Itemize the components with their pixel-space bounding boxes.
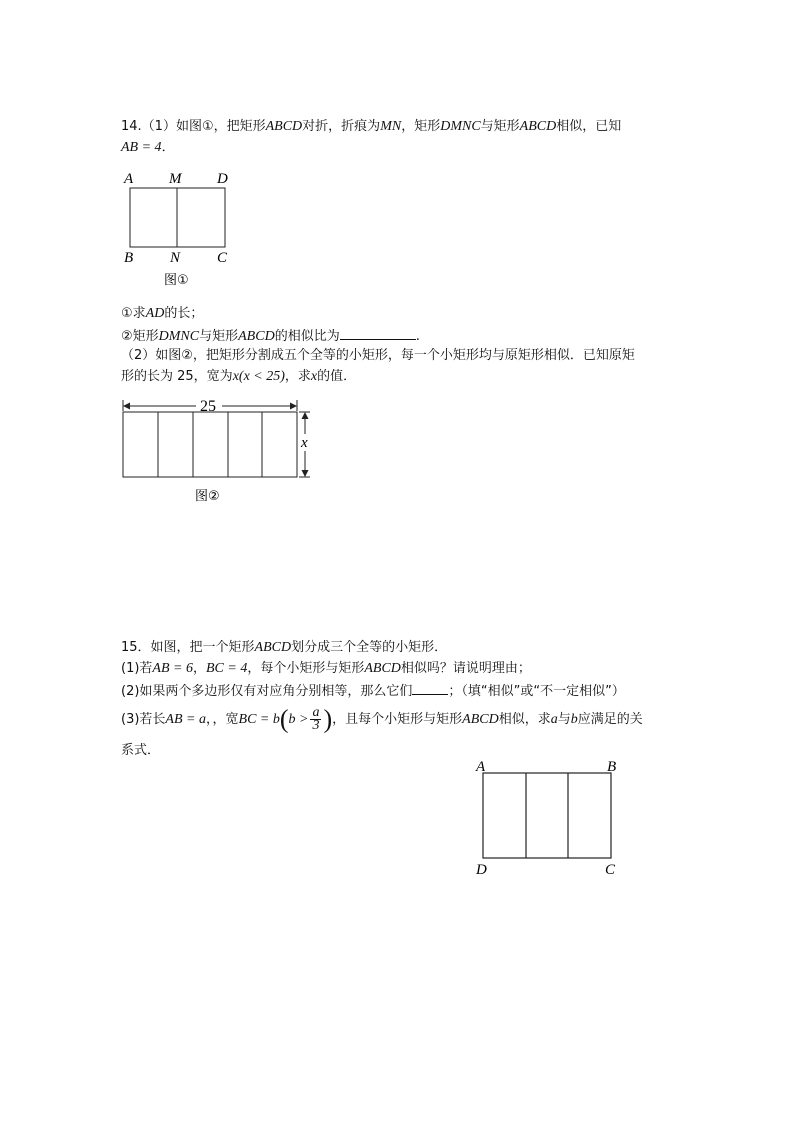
- label-b: B: [124, 250, 134, 266]
- q15-sub2: (2)如果两个多边形仅有对应角分别相等，那么它们 ；（填“相似”或“不一定相似”）: [121, 681, 625, 701]
- label-d: D: [217, 171, 228, 187]
- q14-part2-line1: （2）如图②，把矩形分割成五个全等的小矩形，每一个小矩形均与原矩形相似．已知原矩: [121, 348, 635, 363]
- label-m: M: [169, 171, 182, 187]
- figure-2: [116, 394, 326, 512]
- label-c: C: [605, 862, 616, 878]
- answer-blank-ratio[interactable]: [340, 326, 416, 340]
- figure-1: [118, 166, 248, 290]
- label-a: A: [476, 759, 486, 775]
- q15-sub1: (1)若AB = 6，BC = 4，每个小矩形与矩形ABCD相似吗？请说明理由；: [121, 661, 531, 676]
- width-label: x: [301, 435, 308, 451]
- label-n: N: [170, 250, 181, 266]
- rect-abcd-15: [483, 773, 611, 858]
- q14-line2: AB = 4．: [121, 140, 175, 155]
- fraction-a-over-3: $\frac{a}{3}$: [312, 705, 320, 733]
- label-c: C: [217, 250, 228, 266]
- label-a: A: [124, 171, 134, 187]
- q14-part2-line2: 形的长为 25，宽为x(x < 25)，求x的值．: [121, 369, 357, 384]
- figure-3: [470, 756, 630, 880]
- q15-sub3: (3)若长AB = a，，宽BC = b(b > $\frac{a}{3}$ )，且每个小矩形与矩形ABCD相似，求a与b应满足的关: [121, 704, 643, 734]
- big-rect: [123, 412, 297, 477]
- figure-2-caption: 图②: [195, 489, 220, 504]
- length-label: 25: [200, 398, 216, 415]
- q15-sub3-line2: 系式．: [121, 743, 161, 758]
- answer-blank-similar[interactable]: [412, 681, 448, 695]
- label-d: D: [476, 862, 487, 878]
- q15-line1: 15．如图，把一个矩形ABCD划分成三个全等的小矩形．: [121, 640, 448, 655]
- figure-1-caption: 图①: [164, 273, 189, 288]
- q14-sub2: ②矩形DMNC与矩形ABCD的相似比为 .: [121, 326, 420, 346]
- q14-line1: 14.（1）如图①，把矩形ABCD对折，折痕为MN，矩形DMNC与矩形ABCD相似，已知: [121, 119, 622, 134]
- label-b: B: [607, 759, 617, 775]
- q14-sub1: ①求AD的长；: [121, 306, 204, 321]
